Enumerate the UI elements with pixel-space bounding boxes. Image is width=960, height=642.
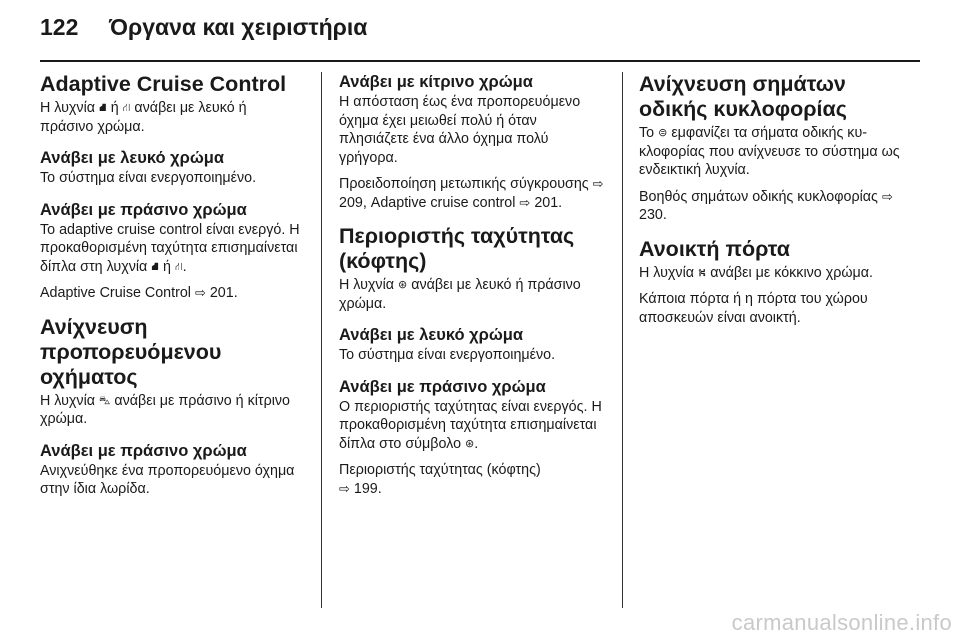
section-title-speed-limiter: Περιοριστής ταχύτητας (κόφτης) (339, 224, 575, 273)
acc-cross-reference[interactable]: Adaptive Cruise Control ⇨ 201. (40, 285, 238, 301)
acc-white-heading: Ανάβει με λευκό χρώμα (40, 149, 225, 167)
section-title-vehicle-ahead: Ανίχνευση προπορευόμενου οχήματος (40, 314, 222, 389)
vehicle-ahead-icon: ⛍ (99, 394, 111, 407)
xref-arrow-icon: ⇨ (881, 188, 893, 204)
door-text: Η λυχνία ⛕ ανάβει με κόκκινο χρώμα. (639, 264, 873, 281)
limiter-cross-reference[interactable]: Περιοριστής ταχύτητας (κόφτης) ⇨ 199. (339, 462, 541, 497)
vehicle-intro: Η λυχνία ⛍ ανάβει με πράσινο ή κίτρινο χρώμα. (40, 392, 290, 427)
xref-arrow-icon: ⇨ (592, 176, 604, 191)
column-divider (321, 72, 322, 608)
collision-cross-reference[interactable]: Προειδοποίηση μετωπικής σύγκρουσης ⇨ 209, Adaptive cruise control ⇨ 201. (339, 176, 604, 211)
section-title-open-door: Ανοικτή πόρτα (639, 236, 790, 261)
traffic-sign-icon: ⊜ (658, 127, 668, 139)
column-3 (639, 72, 915, 335)
column-divider (622, 72, 623, 608)
column-1 (40, 72, 303, 507)
limiter-intro: Η λυχνία ⊛ ανάβει με λευκό ή πράσινο χρώμα. (339, 277, 581, 312)
running-title: Όργανα και χειριστήρια (109, 14, 368, 40)
traffic-text: Το ⊜ εμφανίζει τα σήματα οδικής κυκλοφορίας που ανίχνευσε το σύστημα ως ενδεικτική λυχνία. (639, 125, 900, 178)
acc-green-text: Το adaptive cruise control είναι ενεργό. Η προκαθορισμένη ταχύτητα επισημαίνεται δίπλα στη λυχνία ⛘ ή ⛙. (40, 221, 300, 275)
xref-arrow-icon: ⇨ (194, 285, 206, 300)
xref-arrow-icon: ⇨ (519, 194, 531, 210)
page-header (40, 14, 367, 54)
section-title-traffic-signs: Ανίχνευση σημάτων οδικής κυκλοφορίας (639, 72, 847, 121)
door-text-2: Κάποια πόρτα ή η πόρτα του χώρου αποσκευών είναι ανοικτή. (639, 291, 868, 326)
acc-intro: Η λυχνία ⛘ ή ⛙ ανάβει με λευκό ή πράσινο χρώμα. (40, 100, 247, 135)
limiter-green-heading: Ανάβει με πράσινο χρώμα (339, 377, 546, 396)
xref-arrow-icon: ⇨ (339, 480, 350, 496)
page-number: 122 (40, 14, 79, 40)
vehicle-green-heading: Ανάβει με πράσινο χρώμα (40, 441, 247, 460)
column-2 (339, 72, 607, 506)
acc-white-icon: ⛘ (99, 102, 107, 114)
acc-white-icon: ⛘ (151, 260, 160, 273)
open-door-icon: ⛕ (698, 266, 707, 279)
vehicle-green-text: Ανιχνεύθηκε ένα προπορευόμενο όχημα στην ίδια λωρίδα. (40, 462, 295, 497)
limiter-green-text: Ο περιοριστής ταχύτητας είναι ενεργός. Η προκαθορισμένη ταχύτητα επισημαίνεται δίπλα στο σύμβολο ⊛. (339, 398, 602, 452)
traffic-cross-reference[interactable]: Βοηθός σημάτων οδικής κυκλοφορίας ⇨ 230. (639, 188, 893, 223)
vehicle-yellow-heading: Ανάβει με κίτρινο χρώμα (339, 73, 533, 91)
acc-white-text: Το σύστημα είναι ενεργοποιημένο. (40, 170, 257, 186)
vehicle-yellow-text: Η απόσταση έως ένα προπορευόμενο όχημα έχει μειωθεί πολύ ή όταν πλησιάζετε ένα άλλο όχημα πολύ γρήγορα. (339, 94, 581, 166)
header-rule (40, 60, 920, 62)
limiter-white-text: Το σύστημα είναι ενεργοποιημένο. (339, 347, 556, 363)
acc-green-heading: Ανάβει με πράσινο χρώμα (40, 200, 247, 219)
acc-green-icon: ⛙ (174, 260, 183, 273)
speed-limiter-icon: ⊛ (398, 279, 408, 291)
speed-limiter-icon: ⊛ (465, 437, 475, 450)
acc-green-icon: ⛙ (122, 102, 131, 114)
limiter-white-heading: Ανάβει με λευκό χρώμα (339, 326, 524, 344)
section-title-acc: Adaptive Cruise Control (40, 72, 287, 96)
watermark: carmanualsonline.info (731, 610, 952, 635)
